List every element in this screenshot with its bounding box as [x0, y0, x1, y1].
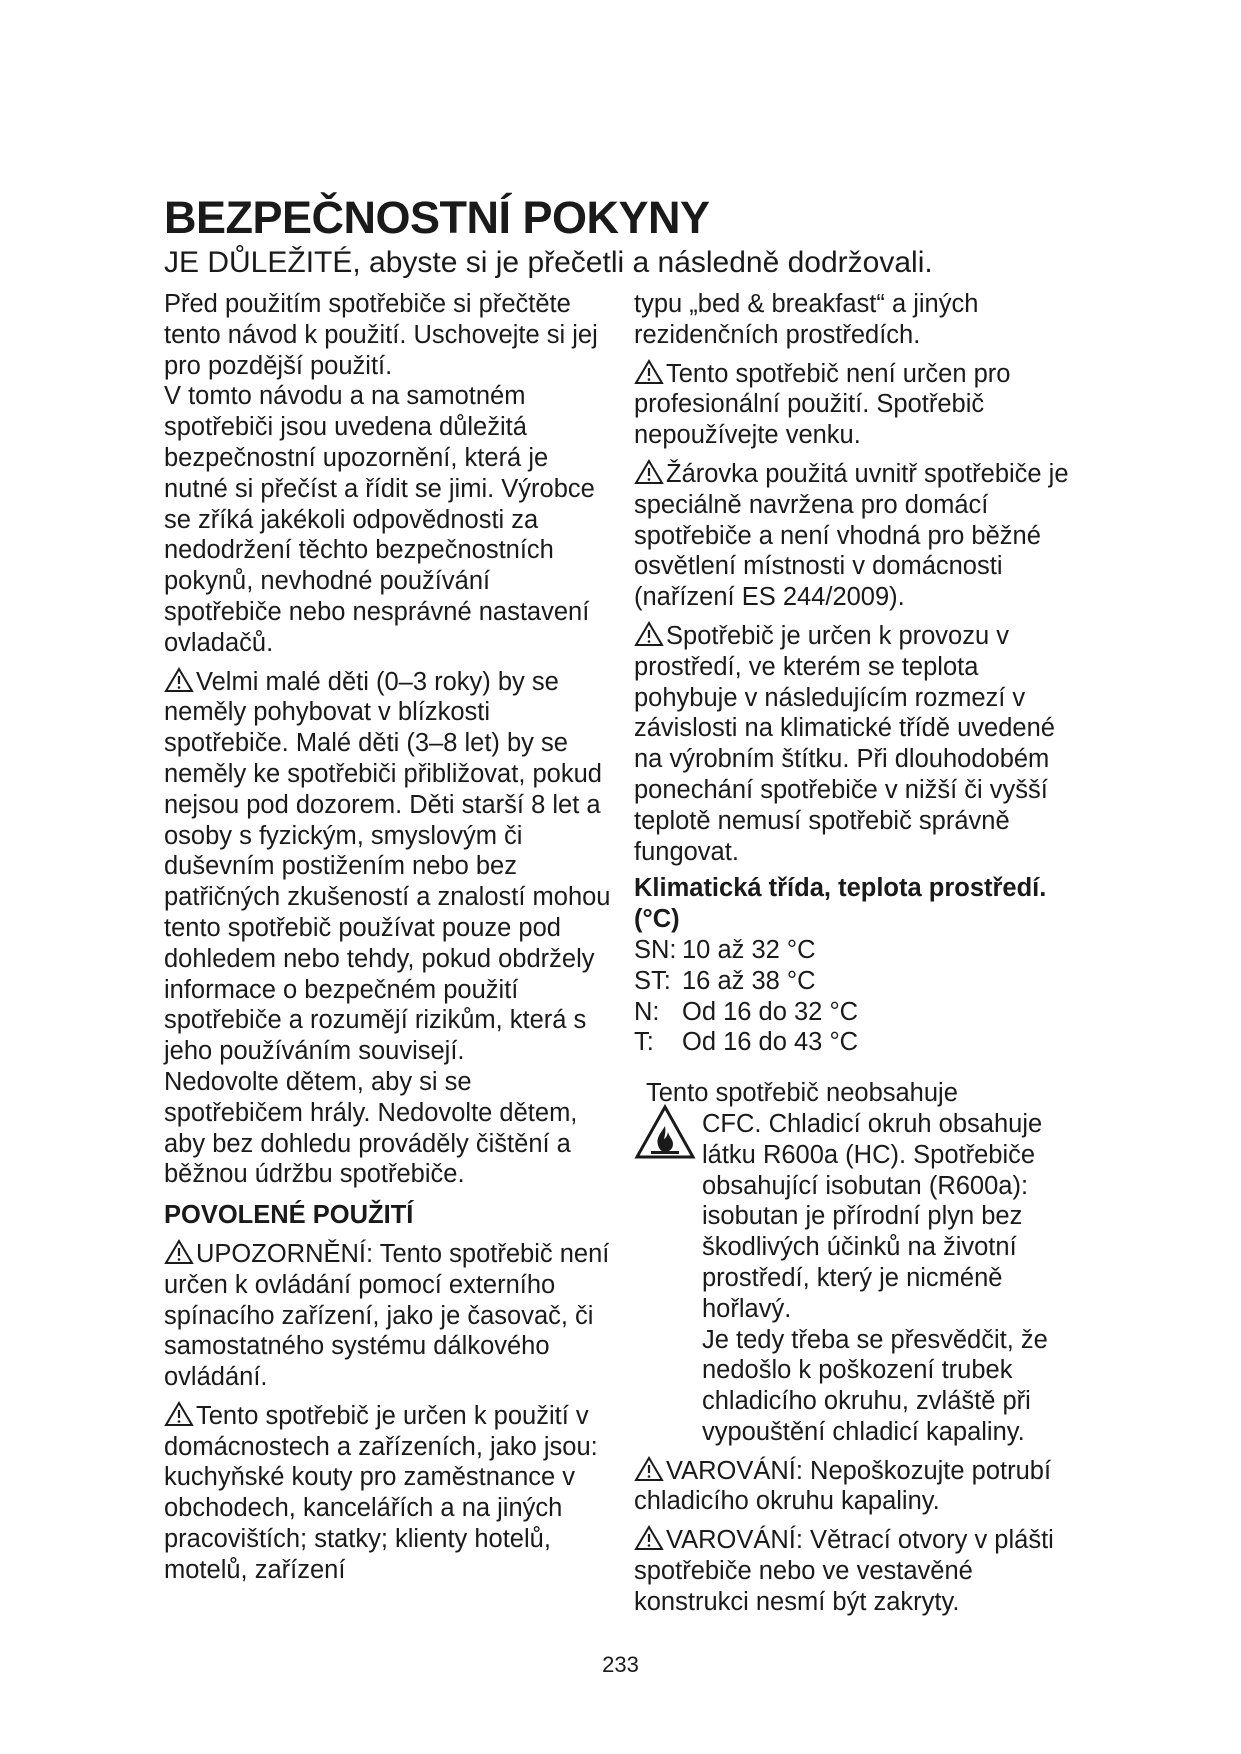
domestic-use-warning	[164, 1401, 614, 1586]
vents-warning-text: VAROVÁNÍ: Větrací otvory v plášti spotřebiče nebo ve vestavěné konstrukci nesmí být zakryty.	[634, 1526, 1054, 1616]
left-column	[164, 289, 614, 1586]
pipes-warning	[634, 1456, 1084, 1518]
warning-triangle-icon	[634, 359, 664, 385]
bulb-warning-text: Žárovka použitá uvnitř spotřebiče je speciálně navržena pro domácí spotřebiče a není vhodná pro běžné osvětlení místnosti v domácnosti (nařízení ES 244/2009).	[634, 459, 1069, 612]
section-heading: POVOLENÉ POUŽITÍ	[164, 1201, 414, 1230]
refrigerant-notice	[634, 1078, 1084, 1448]
climate-class-title: Klimatická třída, teplota prostředí. (°C)	[634, 874, 1047, 934]
page-number: 233	[602, 1652, 639, 1677]
climate-class-row	[634, 966, 1084, 997]
warning-triangle-icon	[634, 1525, 664, 1551]
refrigerant-first-line: Tento spotřebič neobsahuje	[646, 1079, 958, 1108]
refrigerant-check-text: Je tedy třeba se přesvědčit, že nedošlo k poškození trubek chladicího okruhu, zvláště při vypouštění chladicí kapaliny.	[702, 1325, 1048, 1446]
intro-paragraph: Před použitím spotřebiče si přečtěte tento návod k použití. Uschovejte si jej pro pozdější použití.	[164, 290, 598, 380]
climate-class-range: Od 16 do 32 °C	[682, 997, 859, 1026]
domestic-use-continued: typu „bed & breakfast“ a jiných rezidenčních prostředích.	[634, 290, 979, 349]
warning-triangle-icon	[634, 1456, 664, 1482]
children-play-paragraph: Nedovolte dětem, aby si se spotřebičem hrály. Nedovolte dětem, aby bez dohledu prováděly čištění a běžnou údržbu spotřebiče.	[164, 1067, 578, 1189]
climate-class-range: 16 až 38 °C	[682, 966, 816, 995]
flammable-warning-icon	[634, 1104, 696, 1160]
children-warning	[164, 667, 614, 1067]
professional-warning-text: Tento spotřebič není určen pro profesionální použití. Spotřebič nepoužívejte venku.	[634, 359, 1011, 450]
page-subtitle: JE DŮLEŽITÉ, abyste si je přečetli a následně dodržovali.	[164, 246, 933, 279]
page-title: BEZPEČNOSTNÍ POKYNY	[164, 192, 710, 243]
warning-triangle-icon	[164, 667, 194, 693]
children-warning-text: Velmi malé děti (0–3 roky) by se neměly pohybovat v blízkosti spotřebiče. Malé děti (3–8 let) by se neměly ke spotřebiči přibližovat, pokud nejsou pod dozorem. Děti starší 8 let a osoby s fyzickým, smyslovým či duševním postižením nebo bez patřičných zkušeností a znalostí mohou tento spotřebič používat pouze pod dohledem nebo tehdy, pokud obdržely informace o bezpečném použití spotřebiče a rozumějí rizikům, která s jeho používáním souvisejí.	[164, 667, 611, 1066]
timer-warning	[164, 1239, 614, 1393]
intro-paragraph-2: V tomto návodu a na samotném spotřebiči jsou uvedena důležitá bezpečnostní upozornění, která je nutné si přečíst a řídit se jimi. Výrobce se zříká jakékoli odpovědnosti za nedodržení těchto bezpečnostních pokynů, nevhodné používání spotřebiče nebo nesprávné nastavení ovladačů.	[164, 382, 595, 657]
climate-class-row	[634, 997, 1084, 1028]
warning-triangle-icon	[634, 459, 664, 485]
pipes-warning-text: VAROVÁNÍ: Nepoškozujte potrubí chladicího okruhu kapaliny.	[634, 1456, 1052, 1516]
climate-class-code: N:	[634, 997, 660, 1026]
climate-class-row	[634, 935, 1084, 966]
climate-class-range: 10 až 32 °C	[682, 935, 816, 964]
domestic-use-text: Tento spotřebič je určen k použití v domácnostech a zařízeních, jako jsou: kuchyňské kouty pro zaměstnance v obchodech, kancelářích a na jiných pracovištích; statky; klienty hotelů, motelů, zařízení	[164, 1401, 598, 1584]
right-column	[634, 289, 1084, 1618]
ambient-warning	[634, 621, 1084, 867]
climate-class-code: T:	[634, 1028, 654, 1057]
warning-triangle-icon	[164, 1401, 194, 1427]
professional-warning	[634, 359, 1084, 451]
climate-class-code: ST:	[634, 966, 671, 995]
climate-class-list	[634, 935, 1084, 1058]
bulb-warning	[634, 459, 1084, 613]
refrigerant-text: CFC. Chladicí okruh obsahuje látku R600a (HC). Spotřebiče obsahující isobutan (R600a): isobutan je přírodní plyn bez škodlivých účinků na životní prostředí, který je nicméně hořlavý.	[702, 1109, 1043, 1323]
climate-class-code: SN:	[634, 935, 677, 964]
warning-triangle-icon	[164, 1239, 194, 1265]
ambient-warning-text: Spotřebič je určen k provozu v prostředí, ve kterém se teplota pohybuje v následujícím rozmezí v závislosti na klimatické třídě uvedené na výrobním štítku. Při dlouhodobém ponechání spotřebiče v nižší či vyšší teplotě nemusí spotřebič správně fungovat.	[634, 621, 1055, 866]
timer-warning-text: UPOZORNĚNÍ: Tento spotřebič není určen k ovládání pomocí externího spínacího zařízení, jako je časovač, či samostatného systému dálkového ovládání.	[164, 1239, 610, 1392]
climate-class-range: Od 16 do 43 °C	[682, 1028, 859, 1057]
climate-class-row	[634, 1027, 1084, 1058]
warning-triangle-icon	[634, 621, 664, 647]
vents-warning	[634, 1525, 1084, 1617]
